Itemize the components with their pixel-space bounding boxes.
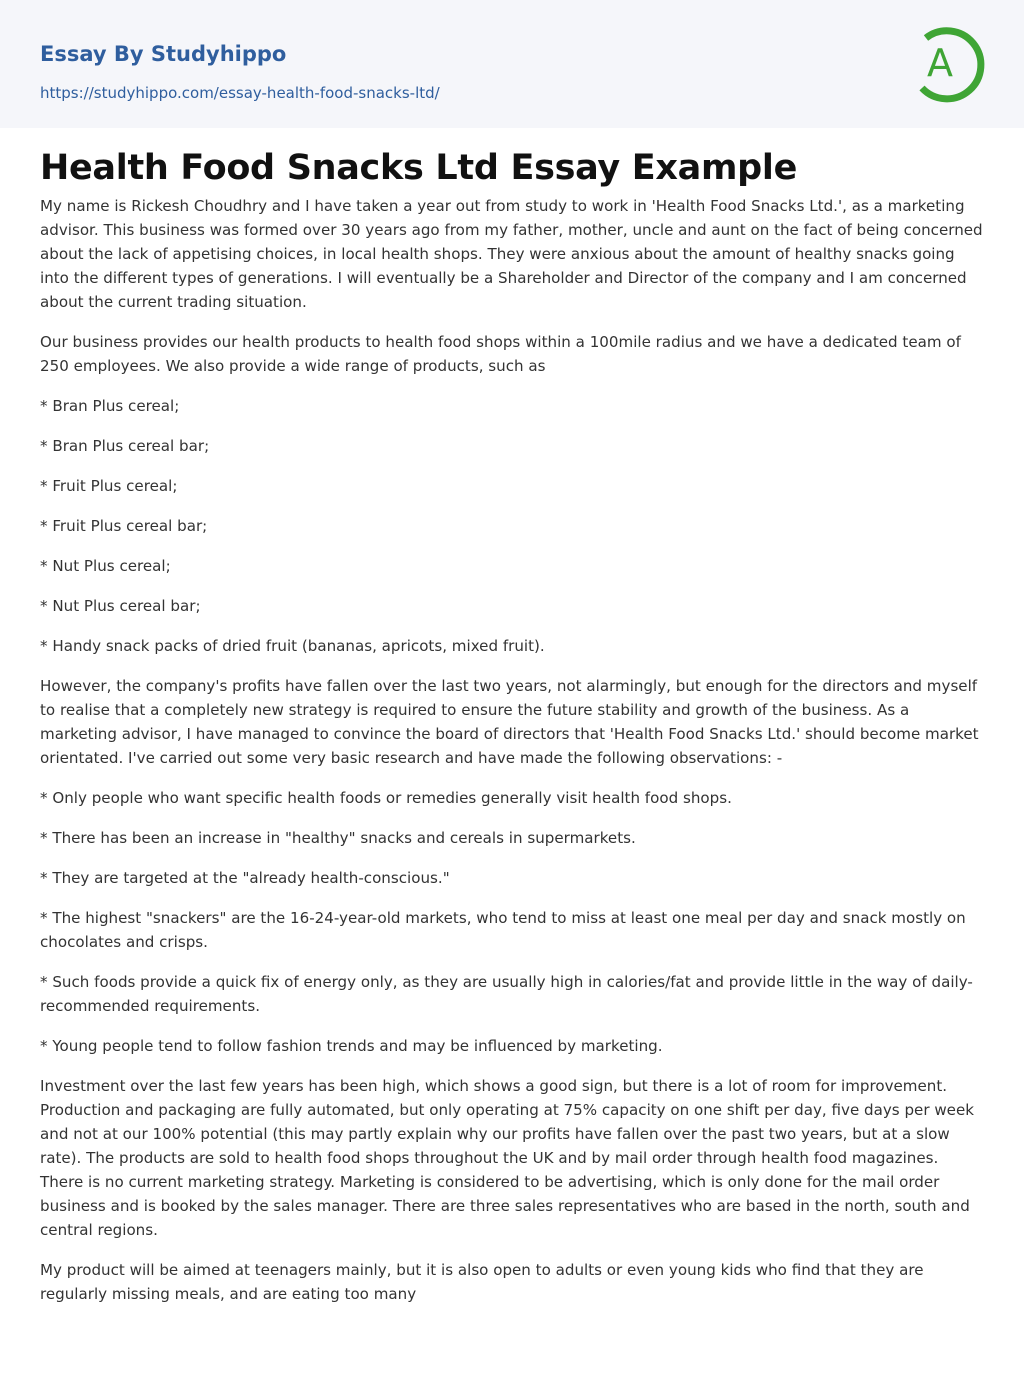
- article-url-link[interactable]: https://studyhippo.com/essay-health-food-snacks-ltd/: [40, 84, 440, 102]
- list-item: * Handy snack packs of dried fruit (bananas, apricots, mixed fruit).: [40, 637, 545, 655]
- site-name[interactable]: Essay By Studyhippo: [40, 42, 287, 66]
- list-item: * Nut Plus cereal bar;: [40, 597, 201, 615]
- studyhippo-logo-icon[interactable]: [910, 18, 990, 106]
- site-header: [0, 0, 1024, 128]
- list-item: * There has been an increase in "healthy" snacks and cereals in supermarkets.: [40, 829, 636, 847]
- logo-letter: A: [927, 41, 953, 85]
- essay-paragraph: Investment over the last few years has been high, which shows a good sign, but there is a lot of room for improvement. Production and packaging are fully automated, but only operating at 75% capacity on one shift per day, five days per week and not at our 100% potential (this may partly explain why our profits have fallen over the past two years, but at a slow rate). The products are sold to health food shops throughout the UK and by mail order through health food magazines. There is no current marketing strategy. Marketing is considered to be advertising, which is only done for the mail order business and is booked by the sales manager. There are three sales representatives who are based in the north, south and central regions.: [40, 1077, 974, 1239]
- essay-paragraph: Our business provides our health products to health food shops within a 100mile radius and we have a dedicated team of 250 employees. We also provide a wide range of products, such as: [40, 333, 961, 375]
- essay-body: [40, 194, 986, 1322]
- list-item: * Young people tend to follow fashion trends and may be influenced by marketing.: [40, 1037, 663, 1055]
- list-item: * They are targeted at the "already health-conscious.": [40, 869, 450, 887]
- list-item: * Such foods provide a quick fix of energy only, as they are usually high in calories/fat and provide little in the way of daily-recommended requirements.: [40, 973, 973, 1015]
- list-item: * Fruit Plus cereal;: [40, 477, 178, 495]
- list-item: * Fruit Plus cereal bar;: [40, 517, 208, 535]
- essay-paragraph: However, the company's profits have fallen over the last two years, not alarmingly, but enough for the directors and myself to realise that a completely new strategy is required to ensure the future stability and growth of the business. As a marketing advisor, I have managed to convince the board of directors that 'Health Food Snacks Ltd.' should become market orientated. I've carried out some very basic research and have made the following observations: -: [40, 677, 979, 767]
- list-item: * Only people who want specific health foods or remedies generally visit health food shops.: [40, 789, 732, 807]
- list-item: * Nut Plus cereal;: [40, 557, 171, 575]
- essay-paragraph: My product will be aimed at teenagers mainly, but it is also open to adults or even young kids who find that they are regularly missing meals, and are eating too many: [40, 1261, 924, 1303]
- page-title: Health Food Snacks Ltd Essay Example: [40, 148, 798, 188]
- list-item: * Bran Plus cereal;: [40, 397, 180, 415]
- essay-paragraph: My name is Rickesh Choudhry and I have taken a year out from study to work in 'Health Food Snacks Ltd.', as a marketing advisor. This business was formed over 30 years ago from my father, mother, uncle and aunt on the fact of being concerned about the lack of appetising choices, in local health shops. They were anxious about the amount of healthy snacks going into the different types of generations. I will eventually be a Shareholder and Director of the company and I am concerned about the current trading situation.: [40, 197, 983, 311]
- list-item: * The highest "snackers" are the 16-24-year-old markets, who tend to miss at least one meal per day and snack mostly on chocolates and crisps.: [40, 909, 966, 951]
- list-item: * Bran Plus cereal bar;: [40, 437, 210, 455]
